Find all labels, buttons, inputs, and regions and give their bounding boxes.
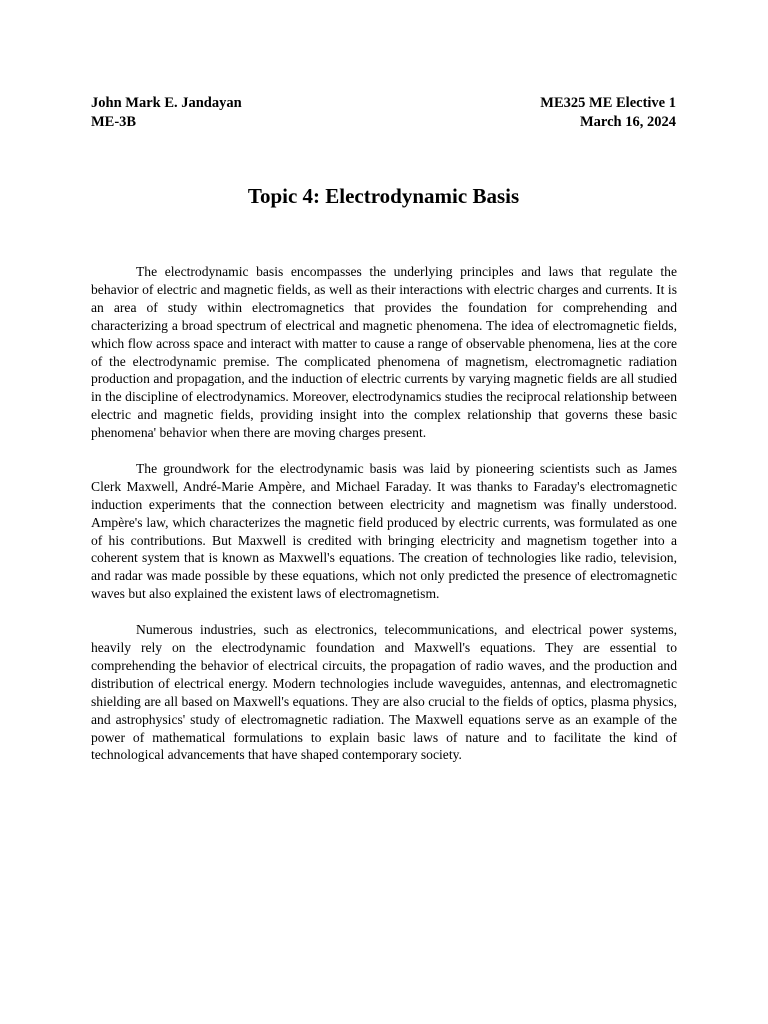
paragraph-1: The electrodynamic basis encompasses the underlying principles and laws that regulate the behavior of electric and magnetic fields, as well as their interactions with electric charges and currents. It is an area of study within electromagnetics that provides the foundation for comprehending and characterizing a broad spectrum of electrical and magnetic phenomena. The idea of electromagnetic fields, which flow across space and interact with matter to cause a range of observable phenomena, lies at the core of the electrodynamic premise. The complicated phenomena of magnetism, electromagnetic radiation production and propagation, and the induction of electric currents by varying magnetic fields are all studied in the discipline of electrodynamics. Moreover, electrodynamics studies the reciprocal relationship between electric and magnetic fields, providing insight into the complex relationship that governs these basic phenomena' behavior when there are moving charges present. xyxy=(91,264,677,441)
header-row-1 xyxy=(91,94,676,113)
document-header xyxy=(91,94,676,131)
section-name: ME-3B xyxy=(91,113,137,130)
document-body xyxy=(91,263,677,782)
paragraph-3: Numerous industries, such as electronics, telecommunications, and electrical power systems, heavily rely on the electrodynamic foundation and Maxwell's equations. They are essential to comprehending the behavior of electrical circuits, the propagation of radio waves, and the production and distribution of electrical energy. Modern technologies include waveguides, antennas, and electromagnetic shielding are all based on Maxwell's equations. They are also crucial to the fields of optics, plasma physics, and astrophysics' study of electromagnetic radiation. The Maxwell equations serve as an example of the power of mathematical formulations to explain basic laws of nature and to facilitate the kind of technological advancements that have shaped contemporary society. xyxy=(91,622,677,763)
document-date: March 16, 2024 xyxy=(580,113,676,130)
document-title: Topic 4: Electrodynamic Basis xyxy=(247,184,520,208)
header-row-2 xyxy=(91,113,676,132)
author-name: John Mark E. Jandayan xyxy=(91,95,242,111)
course-code: ME325 ME Elective 1 xyxy=(540,95,676,111)
paragraph-2: The groundwork for the electrodynamic basis was laid by pioneering scientists such as James Clerk Maxwell, André-Marie Ampère, and Michael Faraday. It was thanks to Faraday's electromagnetic induction experiments that the connection between electricity and magnetism was finally understood. Ampère's law, which characterizes the magnetic field produced by electric currents, was formulated as one of his contributions. But Maxwell is credited with bringing electricity and magnetism together into a coherent system that is known as Maxwell's equations. The creation of technologies like radio, television, and radar was made possible by these equations, which not only predicted the presence of electromagnetic waves but also explained the existent laws of electromagnetism. xyxy=(91,460,677,602)
